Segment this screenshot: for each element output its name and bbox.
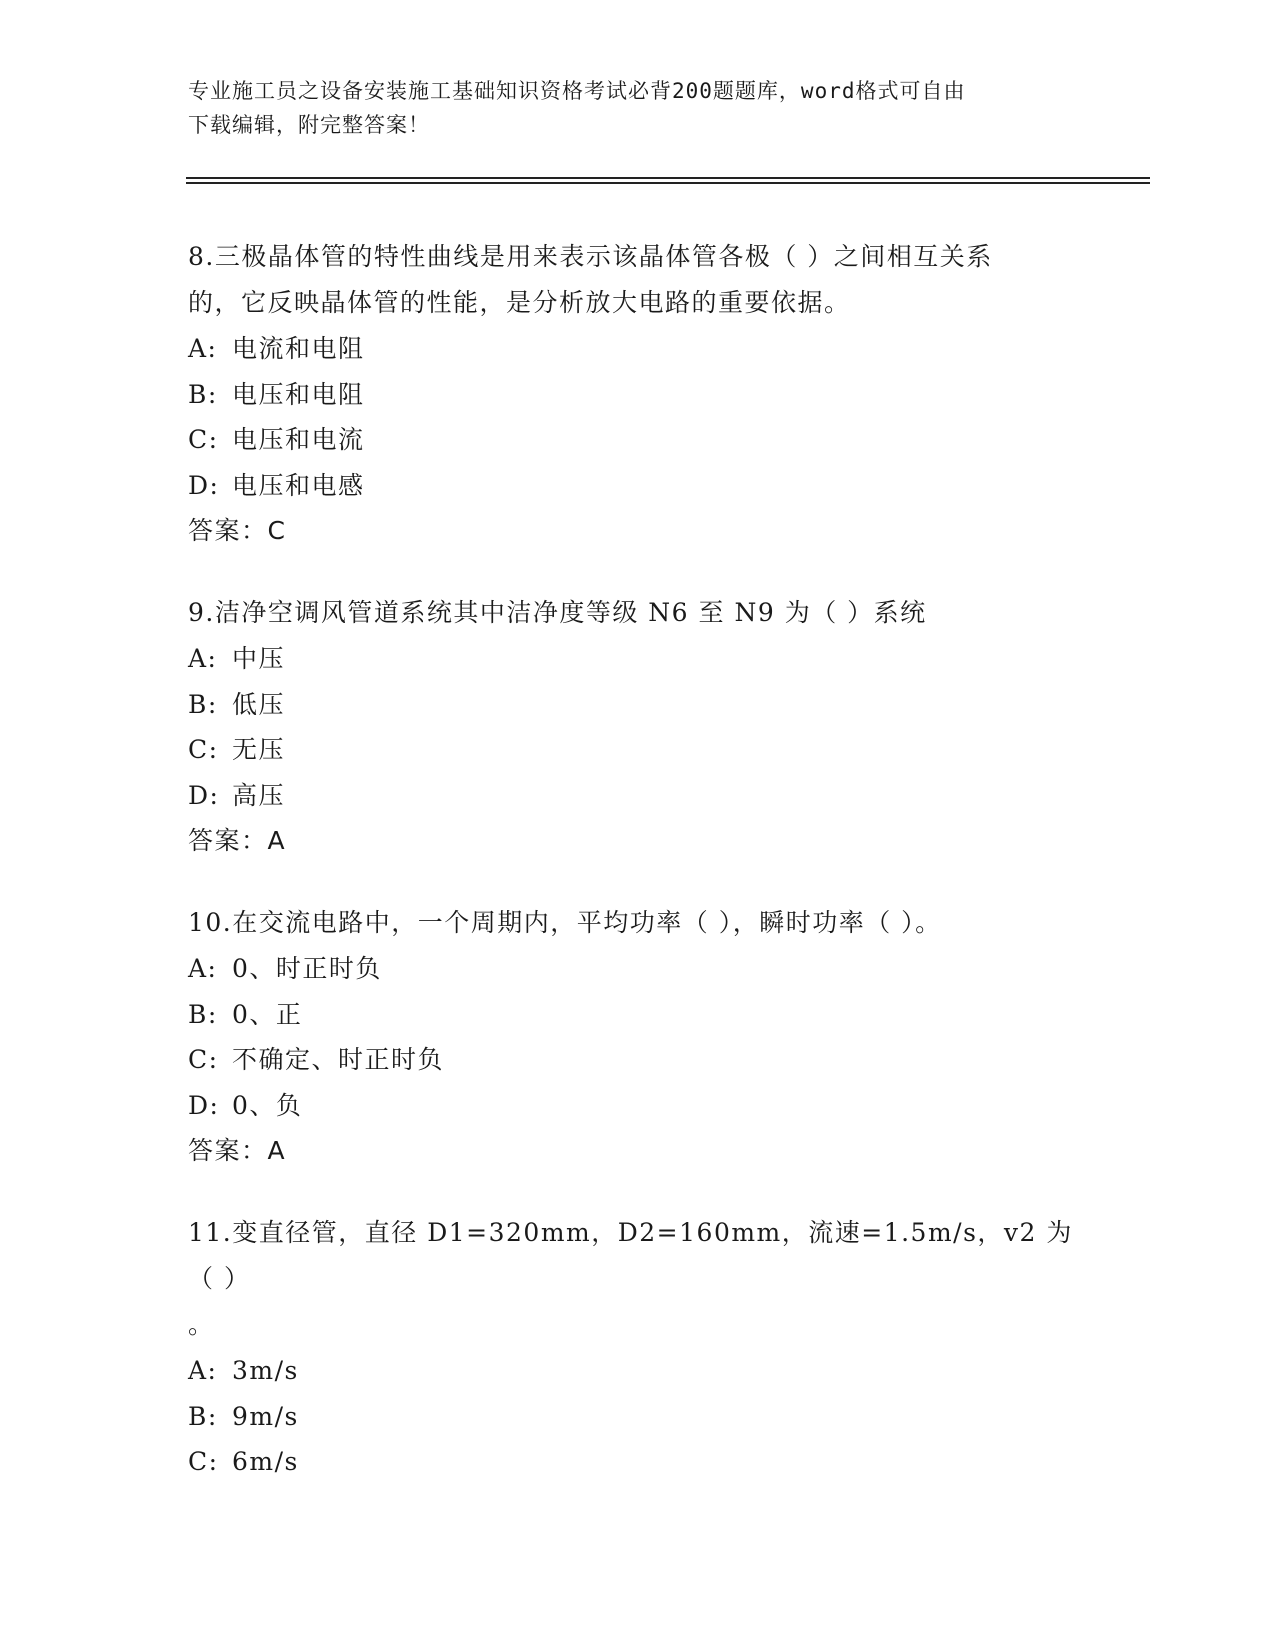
header-divider-bottom bbox=[186, 182, 1150, 184]
option-text: 6m/s bbox=[232, 1447, 299, 1476]
option-c bbox=[188, 417, 1088, 463]
option-text: 高压 bbox=[232, 780, 286, 810]
question-stem-continued: 。 bbox=[188, 1310, 215, 1339]
question-stem: 10.在交流电路中，一个周期内，平均功率（ ），瞬时功率（ ）。 bbox=[188, 908, 942, 937]
option-c bbox=[188, 1439, 1088, 1485]
option-text: 不确定、时正时负 bbox=[232, 1045, 445, 1074]
option-c bbox=[188, 1037, 1088, 1083]
option-b bbox=[188, 682, 1088, 728]
header-divider-top bbox=[186, 177, 1150, 179]
option-text: 3m/s bbox=[232, 1356, 299, 1385]
option-text: 0、负 bbox=[232, 1090, 303, 1120]
option-letter: D: bbox=[188, 780, 220, 810]
header-line-1: 专业施工员之设备安装施工基础知识资格考试必背200题题库，word格式可自由 bbox=[188, 79, 966, 103]
option-letter: D: bbox=[188, 1090, 220, 1120]
header-line-2: 下载编辑，附完整答案！ bbox=[188, 113, 430, 137]
option-d bbox=[188, 1083, 1088, 1129]
option-text: 中压 bbox=[232, 644, 286, 673]
option-text: 电压和电阻 bbox=[232, 379, 365, 409]
option-a bbox=[188, 326, 1088, 372]
option-b bbox=[188, 992, 1088, 1038]
option-c bbox=[188, 727, 1088, 773]
option-letter: C: bbox=[188, 1045, 219, 1074]
option-letter: B: bbox=[188, 689, 218, 719]
answer-line: 答案：C bbox=[188, 516, 287, 545]
option-text: 电压和电流 bbox=[232, 425, 365, 454]
option-text: 9m/s bbox=[232, 1401, 299, 1431]
question-9 bbox=[188, 590, 1088, 864]
option-letter: A: bbox=[188, 954, 218, 983]
option-text: 低压 bbox=[232, 689, 286, 719]
option-a bbox=[188, 946, 1088, 992]
option-text: 0、正 bbox=[232, 999, 303, 1029]
answer-line: 答案：A bbox=[188, 826, 287, 855]
answer-line: 答案：A bbox=[188, 1136, 287, 1165]
question-stem: 9.洁净空调风管道系统其中洁净度等级 N6 至 N9 为（ ）系统 bbox=[188, 598, 927, 627]
question-10 bbox=[188, 900, 1088, 1174]
question-stem: 11.变直径管，直径 D1=320mm，D2=160mm，流速=1.5m/s，v2 为（ ） bbox=[188, 1218, 1073, 1293]
option-text: 电压和电感 bbox=[232, 470, 365, 500]
option-text: 无压 bbox=[232, 735, 286, 764]
option-letter: C: bbox=[188, 1447, 219, 1476]
option-text: 0、时正时负 bbox=[232, 954, 382, 983]
document-header bbox=[188, 74, 1088, 142]
option-letter: A: bbox=[188, 1356, 218, 1385]
option-letter: B: bbox=[188, 999, 218, 1029]
option-letter: A: bbox=[188, 334, 218, 363]
option-letter: C: bbox=[188, 425, 219, 454]
option-b bbox=[188, 372, 1088, 418]
option-d bbox=[188, 773, 1088, 819]
option-d bbox=[188, 463, 1088, 509]
option-letter: A: bbox=[188, 644, 218, 673]
option-letter: B: bbox=[188, 379, 218, 409]
question-stem: 8.三极晶体管的特性曲线是用来表示该晶体管各极（ ）之间相互关系 bbox=[188, 242, 993, 271]
question-8 bbox=[188, 234, 1088, 554]
option-b bbox=[188, 1394, 1088, 1440]
option-letter: B: bbox=[188, 1401, 218, 1431]
option-a bbox=[188, 636, 1088, 682]
option-text: 电流和电阻 bbox=[232, 334, 365, 363]
option-letter: D: bbox=[188, 470, 220, 500]
option-a bbox=[188, 1348, 1088, 1394]
question-11 bbox=[188, 1210, 1088, 1485]
question-list bbox=[188, 234, 1088, 1521]
option-letter: C: bbox=[188, 735, 219, 764]
question-stem-continued: 的，它反映晶体管的性能，是分析放大电路的重要依据。 bbox=[188, 288, 851, 317]
